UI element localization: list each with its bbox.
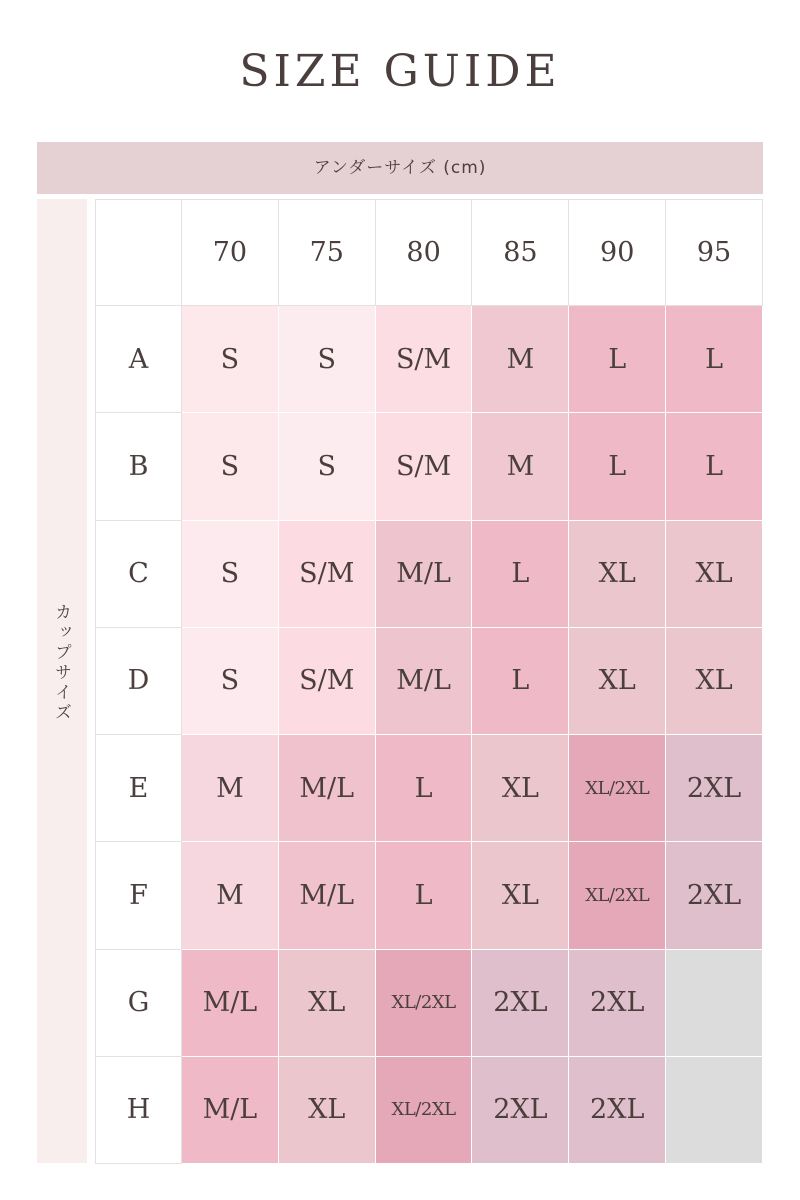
size-cell: XL <box>279 1057 376 1164</box>
size-cell: L <box>472 628 569 735</box>
size-cell: M/L <box>376 521 473 628</box>
size-cell: XL <box>569 521 666 628</box>
size-table <box>95 199 763 1164</box>
size-cell: M/L <box>279 735 376 842</box>
row-header-F: F <box>96 842 182 949</box>
size-cell: S/M <box>376 306 473 413</box>
row-header-A: A <box>96 306 182 413</box>
row-header-C: C <box>96 521 182 628</box>
size-cell <box>666 1057 763 1164</box>
size-cell: XL/2XL <box>376 950 473 1057</box>
size-cell: XL/2XL <box>376 1057 473 1164</box>
size-cell: S/M <box>279 521 376 628</box>
column-header-90: 90 <box>569 200 666 306</box>
size-cell: S <box>182 521 279 628</box>
size-cell: 2XL <box>666 842 763 949</box>
size-cell: M <box>472 306 569 413</box>
size-cell: S <box>182 306 279 413</box>
under-size-header: アンダーサイズ (cm) <box>37 142 763 194</box>
size-cell: S/M <box>279 628 376 735</box>
size-cell: 2XL <box>472 1057 569 1164</box>
size-cell: XL/2XL <box>569 735 666 842</box>
size-cell: XL <box>472 842 569 949</box>
size-cell: XL <box>472 735 569 842</box>
corner-cell <box>96 200 182 306</box>
size-cell: S/M <box>376 413 473 520</box>
size-cell: XL <box>279 950 376 1057</box>
size-cell: S <box>279 413 376 520</box>
row-header-H: H <box>96 1057 182 1164</box>
size-cell: 2XL <box>666 735 763 842</box>
size-cell: XL <box>569 628 666 735</box>
column-header-85: 85 <box>472 200 569 306</box>
size-cell: 2XL <box>569 950 666 1057</box>
size-cell: L <box>666 413 763 520</box>
cup-size-label: カップサイズ <box>51 603 71 723</box>
row-header-E: E <box>96 735 182 842</box>
size-cell: M/L <box>279 842 376 949</box>
size-cell: S <box>182 628 279 735</box>
column-header-70: 70 <box>182 200 279 306</box>
page-title: SIZE GUIDE <box>239 46 561 97</box>
column-header-75: 75 <box>279 200 376 306</box>
size-cell: S <box>279 306 376 413</box>
size-cell: L <box>569 413 666 520</box>
size-cell: M/L <box>376 628 473 735</box>
size-cell: L <box>472 521 569 628</box>
column-header-80: 80 <box>376 200 473 306</box>
size-cell: L <box>376 735 473 842</box>
size-cell: XL/2XL <box>569 842 666 949</box>
size-cell: 2XL <box>569 1057 666 1164</box>
column-header-95: 95 <box>666 200 763 306</box>
row-header-D: D <box>96 628 182 735</box>
size-cell: M/L <box>182 950 279 1057</box>
row-header-G: G <box>96 950 182 1057</box>
size-cell: L <box>376 842 473 949</box>
size-cell <box>666 950 763 1057</box>
size-cell: XL <box>666 521 763 628</box>
size-cell: L <box>569 306 666 413</box>
size-cell: L <box>666 306 763 413</box>
size-cell: S <box>182 413 279 520</box>
row-header-B: B <box>96 413 182 520</box>
size-cell: M <box>182 735 279 842</box>
size-cell: 2XL <box>472 950 569 1057</box>
size-cell: M/L <box>182 1057 279 1164</box>
size-cell: M <box>472 413 569 520</box>
size-cell: M <box>182 842 279 949</box>
size-cell: XL <box>666 628 763 735</box>
